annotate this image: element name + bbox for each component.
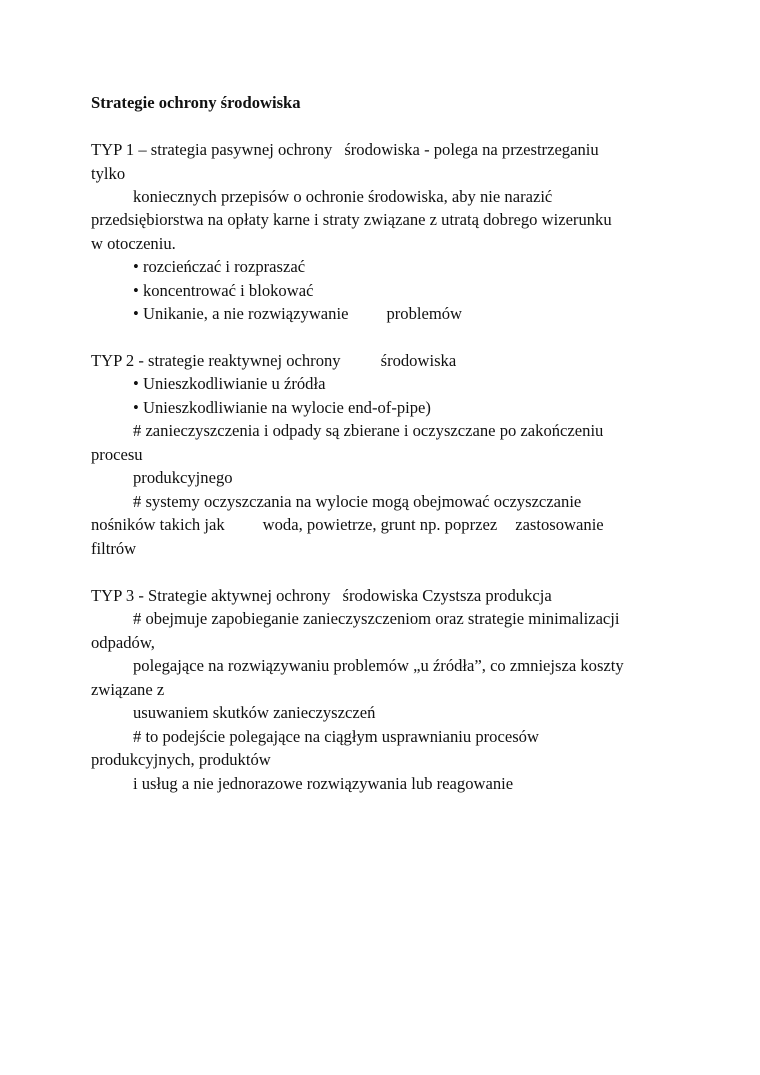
typ3-note: polegające na rozwiązywaniu problemów „u źródła”, co zmniejsza koszty [133, 656, 624, 675]
typ2-heading [91, 351, 456, 371]
typ1-bullet3-part2: problemów [386, 304, 463, 323]
typ2-note: filtrów [91, 539, 137, 558]
typ2-note: produkcyjnego [133, 468, 233, 487]
typ2-bullet: • Unieszkodliwianie u źródła [133, 374, 326, 393]
typ1-heading-part1: TYP 1 – strategia pasywnej ochrony [91, 140, 333, 159]
typ1-heading-continuation: tylko [91, 164, 126, 183]
typ3-note: # obejmuje zapobieganie zanieczyszczeniom oraz strategie minimalizacji [133, 609, 620, 628]
typ1-bullet [133, 304, 462, 324]
typ1-bullet3-part1: • Unikanie, a nie rozwiązywanie [133, 304, 349, 323]
typ1-paragraph-line: w otoczeniu. [91, 234, 176, 253]
typ2-note-part1: nośników takich jak [91, 515, 225, 534]
typ2-note-part2: woda, powietrze, grunt np. poprzez [262, 515, 498, 534]
typ3-note: związane z [91, 680, 165, 699]
typ3-note: i usług a nie jednorazowe rozwiązywania lub reagowanie [133, 774, 514, 793]
typ2-heading-part1: TYP 2 - strategie reaktywnej ochrony [91, 351, 341, 370]
typ1-paragraph-line: koniecznych przepisów o ochronie środowiska, aby nie narazić [133, 187, 553, 206]
typ3-heading-part1: TYP 3 - Strategie aktywnej ochrony [91, 586, 331, 605]
typ2-note: # systemy oczyszczania na wylocie mogą obejmować oczyszczanie [133, 492, 582, 511]
typ2-heading-part2: środowiska [380, 351, 457, 370]
typ1-paragraph-line: przedsiębiorstwa na opłaty karne i straty związane z utratą dobrego wizerunku [91, 210, 612, 229]
typ1-heading-part2: środowiska - polega na przestrzeganiu [344, 140, 599, 159]
typ1-bullet: • koncentrować i blokować [133, 281, 314, 300]
typ2-note [91, 515, 604, 535]
typ1-heading [91, 140, 599, 160]
typ2-note: procesu [91, 445, 143, 464]
page-title: Strategie ochrony środowiska [91, 93, 301, 112]
typ3-heading-part2: środowiska Czystsza produkcja [342, 586, 552, 605]
typ2-note-part3: zastosowanie [515, 515, 604, 534]
typ3-note: produkcyjnych, produktów [91, 750, 271, 769]
typ3-note: # to podejście polegające na ciągłym usprawnianiu procesów [133, 727, 539, 746]
typ1-bullet: • rozcieńczać i rozpraszać [133, 257, 306, 276]
typ3-note: odpadów, [91, 633, 155, 652]
typ2-bullet: • Unieszkodliwianie na wylocie end-of-pipe) [133, 398, 431, 417]
typ2-note: # zanieczyszczenia i odpady są zbierane i oczyszczane po zakończeniu [133, 421, 604, 440]
typ3-heading [91, 586, 552, 606]
typ3-note: usuwaniem skutków zanieczyszczeń [133, 703, 376, 722]
